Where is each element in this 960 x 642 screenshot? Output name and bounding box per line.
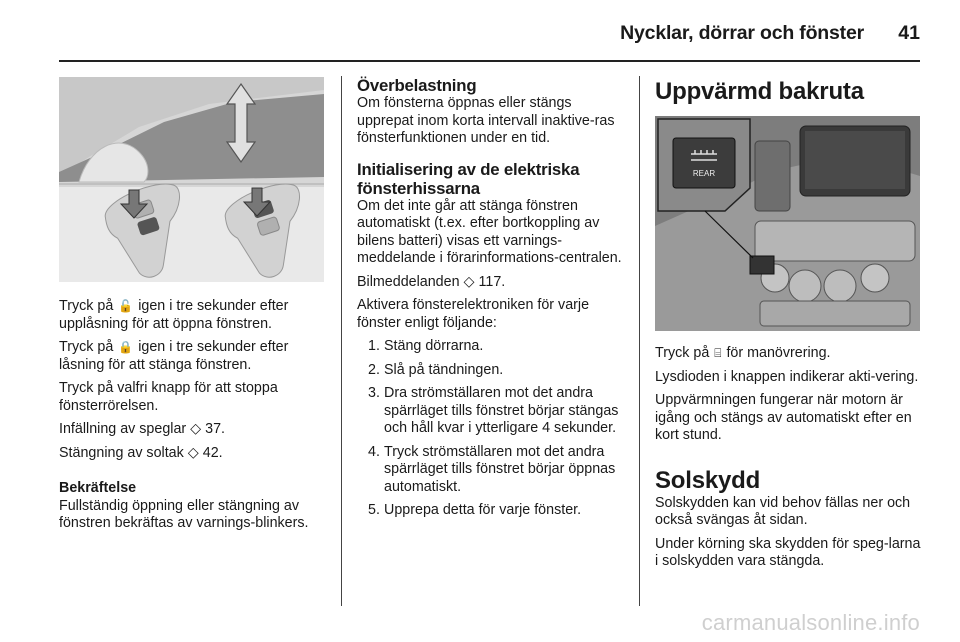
steps-list [357, 338, 625, 520]
confirm-heading: Bekräftelse [59, 480, 137, 496]
page-header-title: Nycklar, dörrar och fönster [620, 22, 864, 44]
sunroof-ref: Stängning av soltak ◇ 42. [59, 444, 223, 461]
page-ref-icon: ◇ [190, 421, 202, 437]
column-3 [655, 72, 921, 577]
list-item: 3. Dra strömställaren mot det andra spärrläget tills fönstret börjar stängas och håll kvar i ytterligare 4 sekunder. [368, 385, 619, 436]
unlock-icon: 🔓 [118, 299, 134, 313]
dashboard-illustration [655, 116, 920, 331]
unlock-paragraph: Tryck på 🔓 igen i tre sekunder efter upplåsning för att öppna fönstren. [59, 298, 289, 332]
page-ref-icon: ◇ [463, 273, 475, 290]
lock-icon: 🔒 [118, 340, 134, 354]
header-rule [59, 60, 920, 62]
overload-text: Om fönsterna öppnas eller stängs upprepat inom korta intervall inaktive-ras fönsterfunktionen under en tid. [357, 95, 615, 146]
heated-function-text: Uppvärmningen fungerar när motorn är igång och stängs av automatiskt efter en kort stund. [655, 392, 912, 443]
list-item: 4. Tryck strömställaren mot det andra spärrläget tills fönstret börjar öppnas automatiskt. [368, 443, 616, 495]
stop-paragraph: Tryck på valfri knapp för att stoppa fönsterrörelsen. [59, 380, 278, 414]
heated-rear-window-heading: Uppvärmd bakruta [655, 78, 864, 105]
heated-led-text: Lysdioden i knappen indikerar akti-vering. [655, 368, 919, 385]
activate-text: Aktivera fönsterelektroniken för varje fönster enligt följande: [357, 297, 590, 331]
init-heading: Initialisering av de elektriska fönsterhissarna [357, 159, 580, 198]
column-1 [59, 72, 324, 539]
sun-visor-heading: Solskydd [655, 466, 761, 494]
column-2 [357, 72, 625, 526]
lock-paragraph: Tryck på 🔒 igen i tre sekunder efter låsning för att stänga fönstren. [59, 339, 289, 373]
rear-label: REAR [692, 169, 716, 178]
vehicle-messages-ref: Bilmeddelanden ◇ 117. [357, 273, 506, 290]
mirror-fold-ref: Infällning av speglar ◇ 37. [59, 421, 225, 437]
window-key-illustration [59, 72, 324, 282]
page-ref-icon: ◇ [187, 444, 199, 461]
list-item: 2. Slå på tändningen. [368, 361, 504, 378]
overload-heading: Överbelastning [357, 76, 477, 95]
page-number: 41 [898, 22, 920, 44]
init-text: Om det inte går att stänga fönstren automatiskt (t.ex. efter bortkoppling av bilens batteri) visas ett varnings-meddelande i förarinformations-centralen. [357, 197, 622, 266]
column-divider [639, 76, 640, 606]
column-divider [341, 76, 342, 606]
list-item: 1. Stäng dörrarna. [368, 338, 484, 354]
sun-visor-text-2: Under körning ska skydden för speg-larna i solskydden vara stängda. [655, 535, 921, 569]
watermark: carmanualsonline.info [701, 610, 920, 635]
sun-visor-text-1: Solskydden kan vid behov fällas ner och också svängas åt sidan. [655, 494, 911, 528]
list-item: 5. Upprepa detta för varje fönster. [368, 502, 582, 518]
confirm-text: Fullständig öppning eller stängning av fönstren bekräftas av varnings-blinkers. [59, 497, 309, 531]
rear-defrost-icon: ⌸ [714, 346, 722, 360]
heated-operate-text: Tryck på ⌸ för manövrering. [655, 345, 831, 361]
